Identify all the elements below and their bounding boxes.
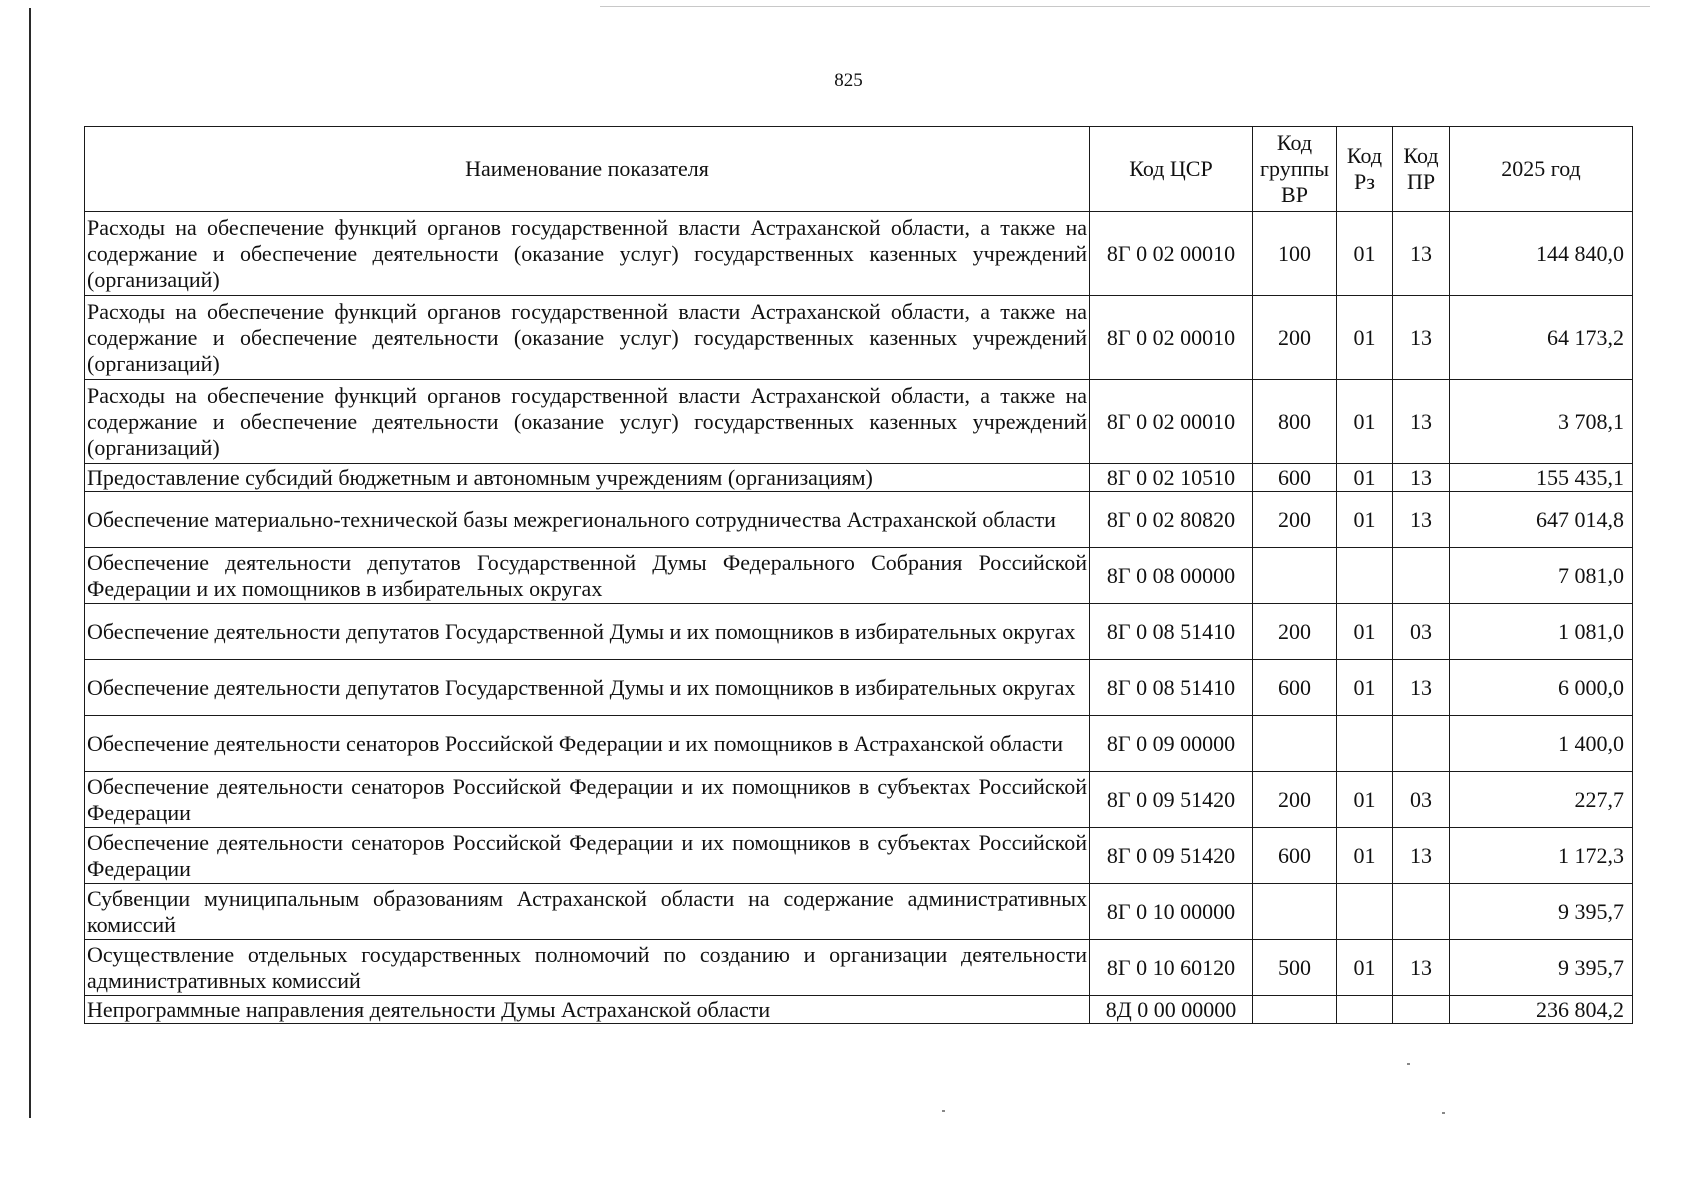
table-row xyxy=(85,940,1633,996)
cell-rz: 01 xyxy=(1337,464,1393,492)
table-header-row xyxy=(85,127,1633,212)
table-row xyxy=(85,548,1633,604)
cell-csr: 8Г 0 02 80820 xyxy=(1090,492,1253,548)
cell-rz: 01 xyxy=(1337,604,1393,660)
cell-sum: 9 395,7 xyxy=(1450,884,1633,940)
header-vr: Код группы ВР xyxy=(1253,127,1337,212)
cell-csr: 8Г 0 08 51410 xyxy=(1090,660,1253,716)
cell-rz xyxy=(1337,996,1393,1024)
header-pr: Код ПР xyxy=(1393,127,1450,212)
cell-rz: 01 xyxy=(1337,828,1393,884)
cell-vr xyxy=(1253,884,1337,940)
scan-top-edge xyxy=(600,6,1650,7)
cell-vr xyxy=(1253,548,1337,604)
cell-pr: 03 xyxy=(1393,772,1450,828)
scan-speck xyxy=(1442,1112,1445,1114)
table-body xyxy=(85,212,1633,1024)
cell-vr: 600 xyxy=(1253,464,1337,492)
scan-speck xyxy=(1407,1063,1410,1065)
cell-csr: 8Г 0 02 10510 xyxy=(1090,464,1253,492)
cell-vr: 200 xyxy=(1253,296,1337,380)
cell-sum: 1 400,0 xyxy=(1450,716,1633,772)
header-name: Наименование показателя xyxy=(85,127,1090,212)
cell-csr: 8Г 0 08 00000 xyxy=(1090,548,1253,604)
cell-pr: 13 xyxy=(1393,492,1450,548)
cell-csr: 8Г 0 10 60120 xyxy=(1090,940,1253,996)
cell-pr: 13 xyxy=(1393,828,1450,884)
budget-table xyxy=(84,126,1633,1024)
cell-name: Обеспечение деятельности сенаторов Российской Федерации и их помощников в субъектах Российской Федерации xyxy=(85,772,1090,828)
cell-sum: 647 014,8 xyxy=(1450,492,1633,548)
cell-pr xyxy=(1393,996,1450,1024)
cell-vr: 600 xyxy=(1253,660,1337,716)
cell-csr: 8Г 0 02 00010 xyxy=(1090,212,1253,296)
cell-pr: 13 xyxy=(1393,464,1450,492)
cell-name: Обеспечение материально-технической базы межрегионального сотрудничества Астраханской области xyxy=(85,492,1090,548)
table-row xyxy=(85,996,1633,1024)
cell-name: Обеспечение деятельности сенаторов Российской Федерации и их помощников в Астраханской области xyxy=(85,716,1090,772)
cell-vr: 800 xyxy=(1253,380,1337,464)
table-row xyxy=(85,464,1633,492)
cell-name: Обеспечение деятельности сенаторов Российской Федерации и их помощников в субъектах Российской Федерации xyxy=(85,828,1090,884)
cell-sum: 3 708,1 xyxy=(1450,380,1633,464)
cell-rz: 01 xyxy=(1337,772,1393,828)
cell-pr xyxy=(1393,884,1450,940)
cell-vr: 500 xyxy=(1253,940,1337,996)
cell-rz xyxy=(1337,548,1393,604)
cell-csr: 8Г 0 10 00000 xyxy=(1090,884,1253,940)
cell-rz: 01 xyxy=(1337,940,1393,996)
cell-rz xyxy=(1337,716,1393,772)
cell-pr: 13 xyxy=(1393,296,1450,380)
table-row xyxy=(85,660,1633,716)
cell-pr: 13 xyxy=(1393,660,1450,716)
table-row xyxy=(85,828,1633,884)
table-row xyxy=(85,716,1633,772)
cell-name: Субвенции муниципальным образованиям Астраханской области на содержание административных комиссий xyxy=(85,884,1090,940)
cell-name: Расходы на обеспечение функций органов государственной власти Астраханской области, а также на содержание и обеспечение деятельности (оказание услуг) государственных казенных учреждений (организаций) xyxy=(85,380,1090,464)
cell-csr: 8Г 0 02 00010 xyxy=(1090,296,1253,380)
cell-csr: 8Г 0 09 00000 xyxy=(1090,716,1253,772)
cell-rz xyxy=(1337,884,1393,940)
cell-rz: 01 xyxy=(1337,492,1393,548)
cell-vr: 200 xyxy=(1253,604,1337,660)
table-row xyxy=(85,772,1633,828)
cell-name: Обеспечение деятельности депутатов Государственной Думы и их помощников в избирательных округах xyxy=(85,660,1090,716)
cell-rz: 01 xyxy=(1337,380,1393,464)
cell-name: Непрограммные направления деятельности Думы Астраханской области xyxy=(85,996,1090,1024)
cell-vr: 100 xyxy=(1253,212,1337,296)
cell-name: Обеспечение деятельности депутатов Государственной Думы и их помощников в избирательных округах xyxy=(85,604,1090,660)
cell-rz: 01 xyxy=(1337,660,1393,716)
cell-name: Обеспечение деятельности депутатов Государственной Думы Федерального Собрания Российской Федерации и их помощников в избирательных округах xyxy=(85,548,1090,604)
cell-csr: 8Г 0 09 51420 xyxy=(1090,828,1253,884)
cell-name: Расходы на обеспечение функций органов государственной власти Астраханской области, а также на содержание и обеспечение деятельности (оказание услуг) государственных казенных учреждений (организаций) xyxy=(85,296,1090,380)
scan-speck xyxy=(942,1110,945,1112)
cell-sum: 144 840,0 xyxy=(1450,212,1633,296)
cell-csr: 8Г 0 09 51420 xyxy=(1090,772,1253,828)
cell-vr xyxy=(1253,716,1337,772)
cell-sum: 7 081,0 xyxy=(1450,548,1633,604)
header-rz: Код Рз xyxy=(1337,127,1393,212)
cell-sum: 155 435,1 xyxy=(1450,464,1633,492)
cell-pr: 13 xyxy=(1393,212,1450,296)
table-row xyxy=(85,492,1633,548)
cell-vr: 600 xyxy=(1253,828,1337,884)
cell-name: Предоставление субсидий бюджетным и автономным учреждениям (организациям) xyxy=(85,464,1090,492)
cell-pr: 03 xyxy=(1393,604,1450,660)
cell-sum: 1 081,0 xyxy=(1450,604,1633,660)
table-row xyxy=(85,296,1633,380)
cell-sum: 1 172,3 xyxy=(1450,828,1633,884)
page-number: 825 xyxy=(834,70,863,91)
cell-sum: 64 173,2 xyxy=(1450,296,1633,380)
cell-csr: 8Г 0 02 00010 xyxy=(1090,380,1253,464)
table-row xyxy=(85,380,1633,464)
cell-rz: 01 xyxy=(1337,296,1393,380)
cell-vr: 200 xyxy=(1253,492,1337,548)
cell-vr xyxy=(1253,996,1337,1024)
binding-margin-line xyxy=(29,8,31,1118)
table-row xyxy=(85,884,1633,940)
header-csr: Код ЦСР xyxy=(1090,127,1253,212)
cell-sum: 227,7 xyxy=(1450,772,1633,828)
cell-name: Осуществление отдельных государственных полномочий по созданию и организации деятельности административных комиссий xyxy=(85,940,1090,996)
table-row xyxy=(85,604,1633,660)
cell-csr: 8Г 0 08 51410 xyxy=(1090,604,1253,660)
cell-rz: 01 xyxy=(1337,212,1393,296)
cell-pr: 13 xyxy=(1393,380,1450,464)
cell-csr: 8Д 0 00 00000 xyxy=(1090,996,1253,1024)
table-row xyxy=(85,212,1633,296)
cell-sum: 6 000,0 xyxy=(1450,660,1633,716)
cell-vr: 200 xyxy=(1253,772,1337,828)
cell-sum: 236 804,2 xyxy=(1450,996,1633,1024)
cell-pr xyxy=(1393,716,1450,772)
header-year: 2025 год xyxy=(1450,127,1633,212)
cell-sum: 9 395,7 xyxy=(1450,940,1633,996)
cell-pr: 13 xyxy=(1393,940,1450,996)
cell-pr xyxy=(1393,548,1450,604)
cell-name: Расходы на обеспечение функций органов государственной власти Астраханской области, а также на содержание и обеспечение деятельности (оказание услуг) государственных казенных учреждений (организаций) xyxy=(85,212,1090,296)
